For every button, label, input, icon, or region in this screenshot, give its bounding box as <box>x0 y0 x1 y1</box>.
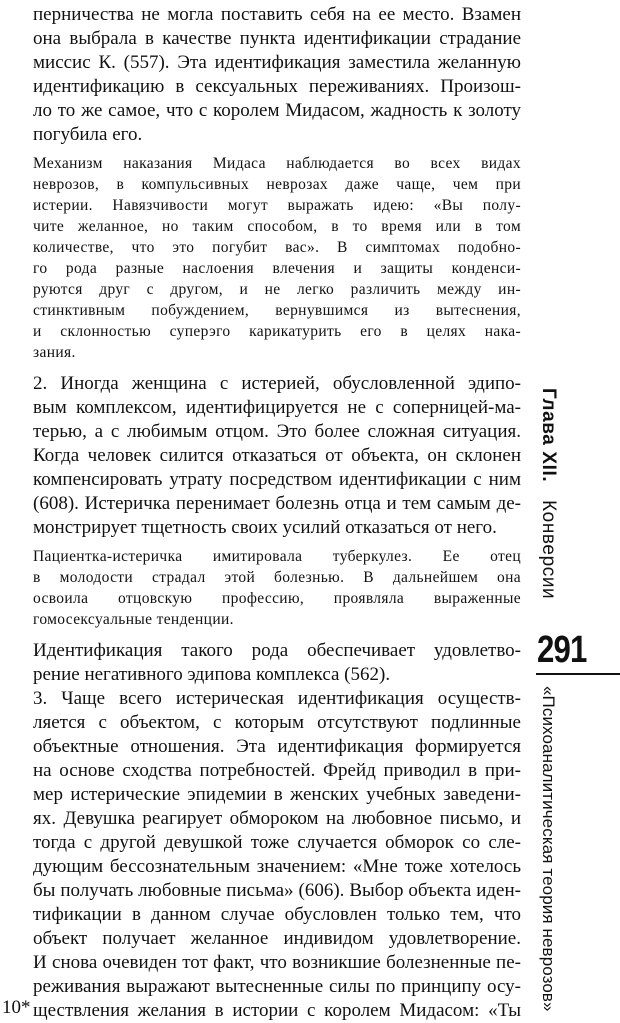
page-number: 291 <box>537 629 587 671</box>
note-line: Механизм наказания Мидаса наблюдается во всех видах <box>33 155 521 172</box>
text-line: тогда с другой девушкой тоже случается обморок со сле- <box>33 832 521 853</box>
note-line: стинктивным побуждением, вернувшимся из вытеснения, <box>33 302 521 319</box>
text-line: ляется с объектом, с которым отсутствуют подлинные <box>33 712 521 733</box>
text-line: (608). Истеричка перенимает болезнь отца и тем самым де- <box>33 493 521 514</box>
text-line: погубила его. <box>33 124 143 145</box>
note-line: го рода разные наслоения влечения и защиты конденси- <box>33 260 521 277</box>
text-line: компенсировать утрату посредством идентификации с ним <box>33 469 521 490</box>
chapter-label: Глава XII. <box>538 388 559 483</box>
text-line: реживания выражают вытесненные силы по принципу осу- <box>33 976 521 997</box>
page-number-rule <box>536 673 620 675</box>
note-line: освоила отцовскую профессию, проявляла выраженные <box>33 590 521 607</box>
note-line: истерии. Навязчивости могут выражать идею: «Вы полу- <box>33 197 521 214</box>
note-line: гомосексуальные тенденции. <box>33 611 234 628</box>
text-line: рение негативного эдипова комплекса (562). <box>33 664 391 685</box>
text-line: тификации в данном случае обусловлен только тем, что <box>33 904 521 925</box>
text-line: мер истерические эпидемии в женских учебных заведени- <box>33 784 521 805</box>
text-line: Идентификация такого рода обеспечивает удовлетво- <box>33 640 521 661</box>
note-line: зания. <box>33 344 76 361</box>
note-line: руются друг с другом, и не легко различить между ин- <box>33 281 521 298</box>
text-line: она выбрала в качестве пункта идентификации страдание <box>33 28 521 49</box>
text-line: 3. Чаще всего истерическая идентификация осуществ- <box>33 688 521 709</box>
text-line: 2. Иногда женщина с истерией, обусловленной эдипо- <box>33 373 521 394</box>
note-line: в молодости страдал этой болезнью. В дальнейшем она <box>33 569 521 586</box>
note-line: чите желанное, но таким способом, в то время или в том <box>33 218 521 235</box>
text-line: терью, а с любимым отцом. Это более сложная ситуация. <box>33 421 521 442</box>
text-line: бы получать любовные письма» (606). Выбор объекта иден- <box>33 880 521 901</box>
text-line: дующим бессознательным значением: «Мне тоже хотелось <box>33 856 521 877</box>
text-line: перничества не могла поставить себя на ее место. Взамен <box>33 4 521 25</box>
note-line: Пациентка-истеричка имитировала туберкулез. Ее отец <box>33 548 521 565</box>
text-line: ло то же самое, что с королем Мидасом, жадность к золоту <box>33 100 521 121</box>
note-line: неврозов, в компульсивных неврозах даже чаще, чем при <box>33 176 521 193</box>
text-line: объект получает желанное индивидом удовлетворение. <box>33 928 521 949</box>
text-line: ях. Девушка реагирует обмороком на любовное письмо, и <box>33 808 521 829</box>
text-line: объектные отношения. Эта идентификация формируется <box>33 736 521 757</box>
text-line: монстрирует тщетность своих усилий отказаться от него. <box>33 517 497 538</box>
text-line: ществления желания в истории с королем Мидасом: «Ты <box>33 1000 521 1021</box>
chapter-running-head <box>537 388 559 599</box>
text-line: вым комплексом, идентифицируется не с соперницей-ма- <box>33 397 521 418</box>
text-line: миссис К. (557). Эта идентификация заместила желанную <box>33 52 521 73</box>
note-line: количестве, что это погубит вас». В симптомах подобно- <box>33 239 521 256</box>
text-line: Когда человек силится отказаться от объекта, он склонен <box>33 445 521 466</box>
chapter-title: Конверсии <box>538 500 559 600</box>
signature-mark: 10* <box>2 997 31 1018</box>
book-title-running-head: «Психоаналитическая теория неврозов» <box>539 686 558 1012</box>
text-line: на основе сходства потребностей. Фрейд приводил в при- <box>33 760 521 781</box>
note-line: и склонностью суперэго карикатурить его в целях нака- <box>33 323 521 340</box>
text-line: И снова очевиден тот факт, что возникшие болезненные пе- <box>33 952 521 973</box>
text-line: идентификацию в сексуальных переживаниях. Произош- <box>33 76 521 97</box>
